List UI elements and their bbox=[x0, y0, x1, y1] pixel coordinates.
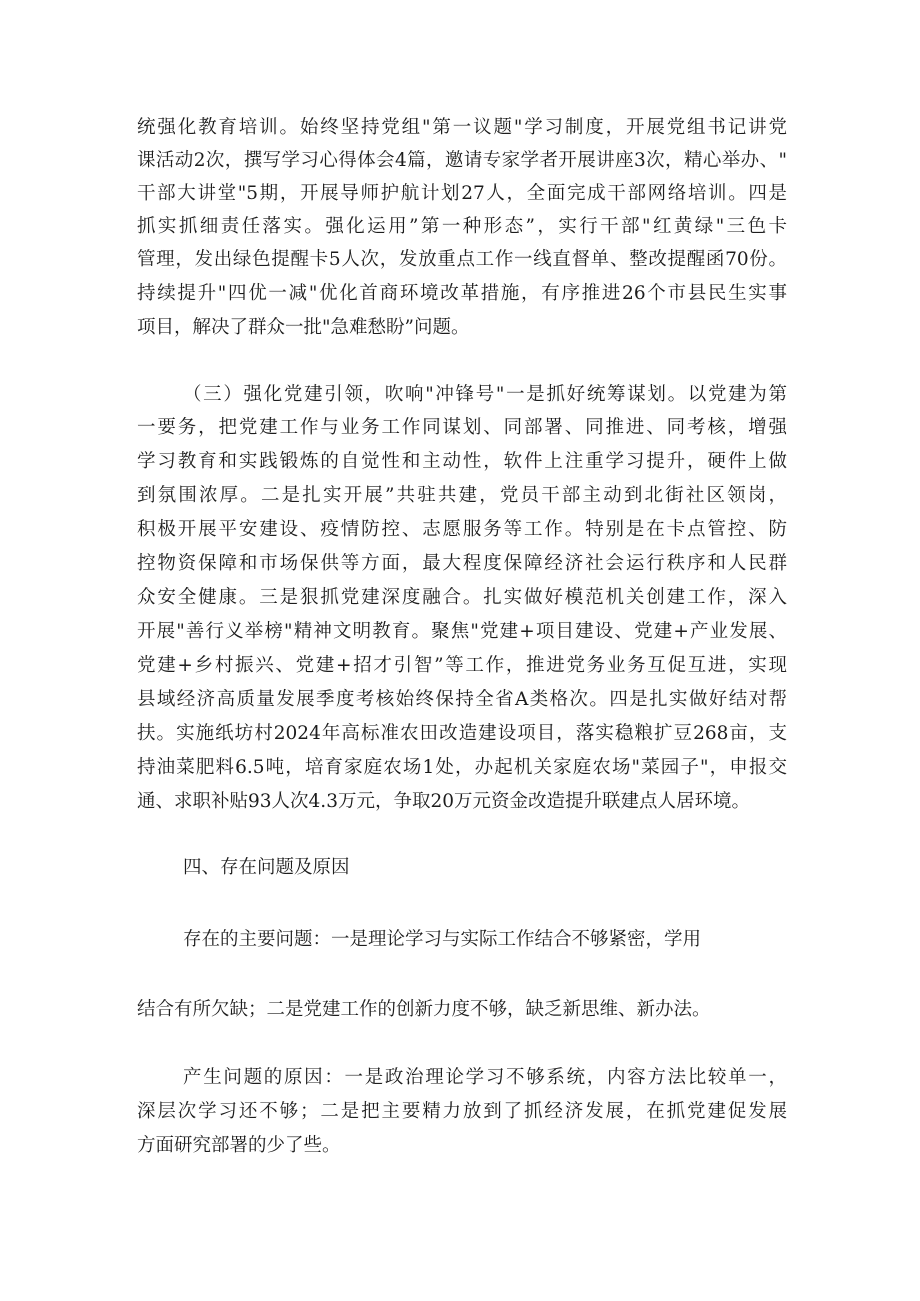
paragraph-1-line-3: 干部大讲堂"5期，开展导师护航计划27人，全面完成干部网络培训。四是 bbox=[137, 183, 787, 204]
section-heading: 四、存在问题及原因 bbox=[183, 857, 350, 878]
paragraph-2-line-1: （三）强化党建引领，吹响"冲锋号"一是抓好统筹谋划。以党建为第 bbox=[183, 384, 787, 405]
paragraph-2-line-9: 党建+乡村振兴、党建+招才引智”等工作，推进党务业务互促互进，实现 bbox=[137, 655, 787, 676]
problems-line-2: 结合有所欠缺；二是党建工作的创新力度不够，缺乏新思维、新办法。 bbox=[137, 999, 711, 1020]
paragraph-2-line-2: 一要务，把党建工作与业务工作同谋划、同部署、同推进、同考核，增强 bbox=[137, 417, 787, 438]
paragraph-2-line-8: 开展"善行义举榜"精神文明教育。聚焦"党建+项目建设、党建+产业发展、 bbox=[137, 621, 787, 642]
paragraph-1-line-6: 持续提升"四优一减"优化首商环境改革措施，有序推进26个市县民生实事 bbox=[137, 283, 787, 304]
paragraph-2-line-12: 持油菜肥料6.5吨，培育家庭农场1处，办起机关家庭农场"菜园子"，申报交 bbox=[137, 757, 787, 778]
causes-line-1: 产生问题的原因：一是政治理论学习不够系统，内容方法比较单一， bbox=[183, 1067, 787, 1088]
paragraph-2-line-13: 通、求职补贴93人次4.3万元，争取20万元资金改造提升联建点人居环境。 bbox=[137, 791, 751, 812]
paragraph-1-line-2: 课活动2次，撰写学习心得体会4篇，邀请专家学者开展讲座3次，精心举办、" bbox=[137, 150, 787, 171]
paragraph-1-line-1: 统强化教育培训。始终坚持党组"第一议题"学习制度，开展党组书记讲党 bbox=[137, 117, 787, 138]
paragraph-2-line-4: 到氛围浓厚。二是扎实开展”共驻共建，党员干部主动到北街社区领岗， bbox=[137, 485, 787, 506]
paragraph-2-line-5: 积极开展平安建设、疫情防控、志愿服务等工作。特别是在卡点管控、防 bbox=[137, 519, 787, 540]
paragraph-2-line-11: 扶。实施纸坊村2024年高标准农田改造建设项目，落实稳粮扩豆268亩，支 bbox=[137, 723, 787, 744]
causes-line-3: 方面研究部署的少了些。 bbox=[137, 1135, 341, 1156]
paragraph-2-line-7: 众安全健康。三是狠抓党建深度融合。扎实做好模范机关创建工作，深入 bbox=[137, 587, 787, 608]
problems-line-1: 存在的主要问题：一是理论学习与实际工作结合不够紧密，学用 bbox=[183, 929, 702, 950]
paragraph-1-line-5: 管理，发出绿色提醒卡5人次，发放重点工作一线直督单、整改提醒函70份。 bbox=[137, 249, 787, 270]
paragraph-2-line-10: 县域经济高质量发展季度考核始终保持全省A类格次。四是扎实做好结对帮 bbox=[137, 689, 787, 710]
paragraph-2-line-6: 控物资保障和市场保供等方面，最大程度保障经济社会运行秩序和人民群 bbox=[137, 553, 787, 574]
paragraph-1-line-4: 抓实抓细责任落实。强化运用”第一种形态”，实行干部"红黄绿"三色卡 bbox=[137, 216, 787, 237]
causes-line-2: 深层次学习还不够；二是把主要精力放到了抓经济发展，在抓党建促发展 bbox=[137, 1101, 787, 1122]
paragraph-2-line-3: 学习教育和实践锻炼的自觉性和主动性，软件上注重学习提升，硬件上做 bbox=[137, 451, 787, 472]
paragraph-1-line-7: 项目，解决了群众一批"急难愁盼”问题。 bbox=[137, 317, 470, 338]
